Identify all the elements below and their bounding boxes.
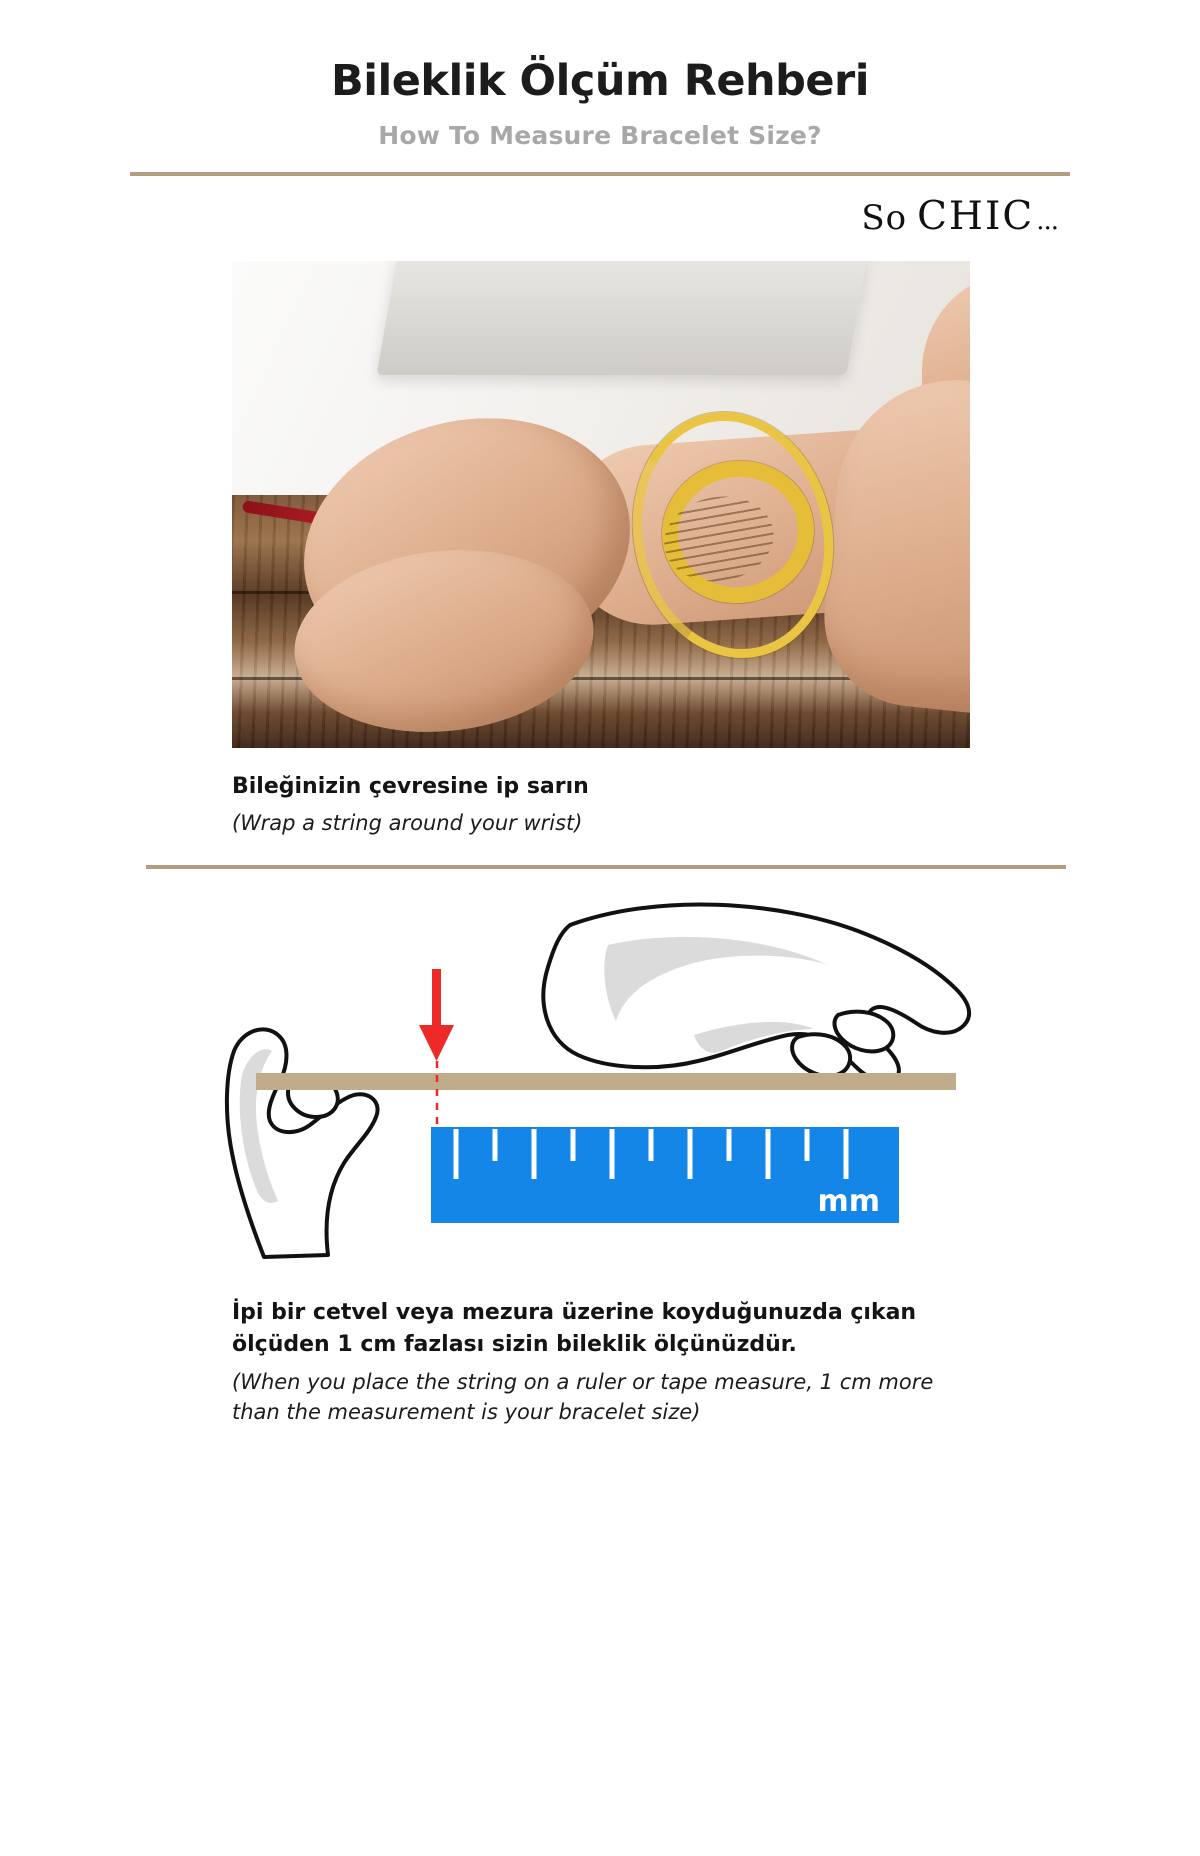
brand-word-chic: CHIC <box>917 194 1035 240</box>
step1-photo <box>232 261 970 748</box>
diagram-string <box>256 1073 956 1090</box>
photo-laptop <box>376 261 867 375</box>
step2-caption-en: (When you place the string on a ruler or tape measure, 1 cm more than the measurement is your bracelet size) <box>232 1369 934 1424</box>
ruler-unit-label: mm <box>817 1184 880 1220</box>
page-subtitle: How To Measure Bracelet Size? <box>378 121 822 151</box>
step1-caption-tr: Bileğinizin çevresine ip sarın <box>232 774 589 800</box>
divider-mid <box>146 865 1066 869</box>
brand-logo <box>861 194 1058 239</box>
step2-diagram <box>138 885 1078 1275</box>
brand-word-so: So <box>861 198 908 239</box>
divider-top <box>130 172 1070 176</box>
brand-row <box>78 194 1122 239</box>
step1-caption-en: (Wrap a string around your wrist) <box>232 811 583 836</box>
ruler <box>431 1127 899 1223</box>
guide-page <box>78 58 1122 1427</box>
measure-arrow-icon <box>419 969 454 1061</box>
brand-dots: ... <box>1036 206 1058 237</box>
step2-caption-tr: İpi bir cetvel veya mezura üzerine koyduğunuzda çıkan ölçüden 1 cm fazlası sizin bileklik ölçünüzdür. <box>232 1300 917 1357</box>
page-title: Bileklik Ölçüm Rehberi <box>330 56 869 106</box>
